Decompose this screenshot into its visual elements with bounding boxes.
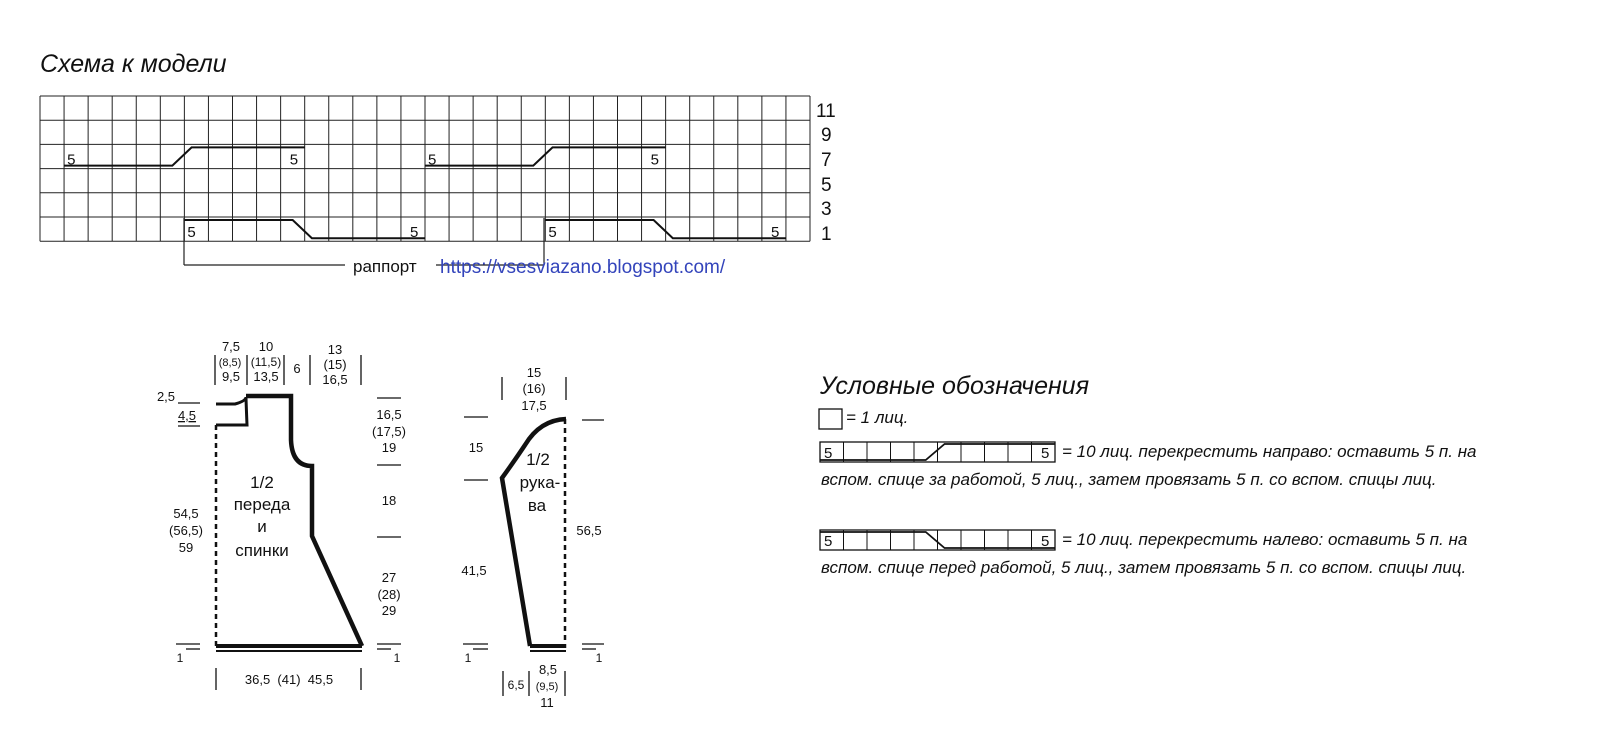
- cable-left-icon: [820, 530, 1055, 550]
- cable-count-label: 5: [289, 151, 299, 169]
- dim-sleeve-top-2: (16): [522, 381, 546, 396]
- dim-sleeve-narrow: 6,5: [507, 678, 525, 692]
- dim-sleeve-cap: 15: [468, 440, 484, 455]
- body-label-line-3: и: [257, 517, 267, 536]
- dim-sleeve-top-1: 15: [526, 365, 542, 380]
- cable-count-label: 5: [187, 224, 196, 242]
- dim-armhole-step: 6: [293, 361, 301, 376]
- legend-cable-right-line2: вспом. спице за работой, 5 лиц., затем провязать 5 п. со вспом. спицы лиц.: [821, 470, 1437, 489]
- repeat-label: раппорт: [353, 257, 417, 276]
- legend-cable-left-line1: = 10 лиц. перекрестить налево: оставить 5 п. на: [1062, 530, 1468, 549]
- dim-shoulder-3: 13,5: [253, 369, 279, 384]
- dim-length-3: 59: [178, 540, 194, 555]
- body-top-dimensions: [219, 339, 348, 387]
- dim-neck-width-1: 7,5: [221, 339, 241, 354]
- dim-middle: 18: [381, 493, 397, 508]
- chart-row-numbers: [816, 101, 836, 245]
- dim-sleeve-wide-2: (9,5): [535, 681, 559, 693]
- dim-shoulder-1: 10: [258, 339, 274, 354]
- cable-right-icon: [820, 442, 1055, 462]
- cable-count-label: 5: [410, 224, 419, 242]
- row-number-11: 11: [816, 101, 836, 122]
- dim-shoulder-2: (11,5): [250, 355, 282, 369]
- dim-right-bottom: 1: [393, 651, 401, 665]
- row-number-7: 7: [821, 150, 832, 171]
- row-number-5: 5: [821, 175, 832, 196]
- sleeve-label-line-1: 1/2: [526, 450, 550, 469]
- body-bottom-dimension: [216, 668, 361, 690]
- row-number-9: 9: [821, 125, 832, 146]
- body-label-line-4: спинки: [235, 541, 289, 560]
- dim-sleeve-top-3: 17,5: [521, 398, 547, 413]
- row-number-3: 3: [821, 199, 832, 220]
- dim-side-2: (15): [323, 357, 347, 372]
- body-label-line-1: 1/2: [250, 473, 274, 492]
- chart-title: Схема к модели: [40, 50, 227, 78]
- cable-count-label: 5: [428, 151, 437, 169]
- dim-sleeve-wide-1: 8,5: [538, 662, 558, 677]
- legend-knit-text: = 1 лиц.: [846, 408, 909, 427]
- dim-sleeve-wide-3: 11: [540, 695, 554, 710]
- chart-grid: [40, 96, 810, 241]
- sleeve-bottom-dimensions: [508, 662, 559, 710]
- dim-lower-1: 27: [381, 570, 397, 585]
- sleeve-label-line-2: рука-: [519, 473, 561, 492]
- dim-length-2: (56,5): [169, 523, 203, 538]
- dim-neck-top: 2,5: [156, 389, 176, 404]
- dim-sleeve-length-right: 56,5: [576, 523, 602, 538]
- dim-armhole-1: 16,5: [376, 407, 402, 422]
- dim-bottom-width: 36,5 (41) 45,5: [244, 672, 334, 687]
- cable-count-label: 5: [770, 224, 780, 242]
- legend-box-count: 5: [1041, 445, 1050, 462]
- cable-count-label: 5: [650, 151, 659, 169]
- dim-armhole-2: (17,5): [372, 424, 406, 439]
- dim-neck-depth: 4,5: [177, 408, 197, 423]
- dim-sleeve-right-bottom: 1: [595, 651, 603, 665]
- cable-count-label: 5: [67, 151, 76, 169]
- dim-lower-3: 29: [381, 603, 397, 618]
- knitting-chart: [0, 0, 1600, 300]
- sleeve-label-line-3: ва: [527, 496, 547, 515]
- dim-lower-2: (28): [377, 587, 401, 602]
- dim-sleeve-length-left: 41,5: [461, 563, 487, 578]
- body-label-line-2: переда: [233, 495, 291, 514]
- legend-title: Условные обозначения: [820, 372, 1090, 400]
- legend-cable-left-line2: вспом. спице перед работой, 5 лиц., затем провязать 5 п. со вспом. спицы лиц.: [821, 558, 1467, 577]
- dim-armhole-3: 19: [381, 440, 397, 455]
- source-url[interactable]: https://vsesviazano.blogspot.com/: [440, 257, 726, 278]
- legend-box-count: 5: [1041, 533, 1050, 550]
- cable-count-label: 5: [548, 224, 557, 242]
- dim-length-1: 54,5: [173, 506, 199, 521]
- dim-side-3: 16,5: [322, 372, 348, 387]
- legend-cable-right-line1: = 10 лиц. перекрестить направо: оставить 5 п. на: [1062, 442, 1477, 461]
- dim-side-1: 13: [327, 342, 343, 357]
- row-number-1: 1: [821, 224, 832, 245]
- legend-box-count: 5: [824, 445, 833, 462]
- dim-neck-width-2: (8,5): [218, 357, 242, 369]
- dim-neck-width-3: 9,5: [221, 369, 241, 384]
- dim-sleeve-left-bottom: 1: [464, 651, 472, 665]
- dim-left-bottom: 1: [176, 651, 184, 665]
- legend-box-count: 5: [824, 533, 833, 550]
- knit-stitch-icon: [819, 409, 842, 429]
